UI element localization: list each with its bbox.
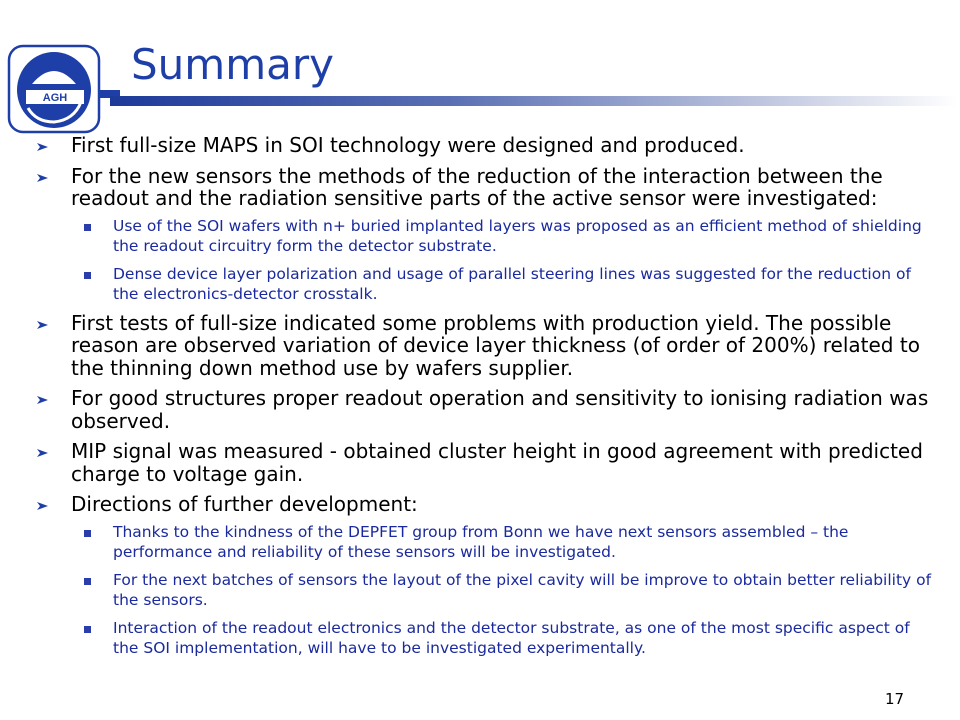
bullet-item	[36, 165, 936, 210]
bullet-text: MIP signal was measured - obtained cluster height in good agreement with predicted charge to voltage gain.	[71, 439, 923, 486]
square-bullet-icon	[84, 272, 91, 279]
arrow-bullet-icon	[36, 395, 50, 405]
agh-logo	[6, 44, 120, 134]
page-number: 17	[885, 690, 905, 708]
square-bullet-icon	[84, 626, 91, 633]
bullet-text: For good structures proper readout operation and sensitivity to ionising radiation was observed.	[71, 386, 929, 433]
logo-text: AGH	[42, 92, 68, 104]
bullet-item	[36, 493, 936, 516]
arrow-bullet-icon	[36, 320, 50, 330]
bullet-text: First full-size MAPS in SOI technology were designed and produced.	[71, 133, 745, 157]
sub-bullet-text: Use of the SOI wafers with n+ buried implanted layers was proposed as an efficient method of shielding the readout circuitry form the detector substrate.	[113, 216, 922, 255]
bullet-text: First tests of full-size indicated some problems with production yield. The possible reason are observed variation of device layer thickness (of order of 200%) related to the thinning down method use by wafers supplier.	[71, 310, 920, 380]
sub-bullet-item	[36, 522, 936, 562]
bullet-text: For the new sensors the methods of the reduction of the interaction between the readout and the radiation sensitive parts of the active sensor were investigated:	[71, 163, 883, 210]
bullet-item	[36, 440, 936, 485]
title-underline-bar	[110, 96, 958, 106]
sub-bullet-text: Interaction of the readout electronics and the detector substrate, as one of the most specific aspect of the SOI implementation, will have to be investigated experimentally.	[113, 618, 910, 657]
sub-bullet-list	[36, 522, 936, 658]
arrow-bullet-icon	[36, 501, 50, 511]
bullet-item	[36, 134, 936, 157]
square-bullet-icon	[84, 578, 91, 585]
bullet-list	[36, 134, 936, 666]
sub-bullet-text: Dense device layer polarization and usage of parallel steering lines was suggested for the reduction of the electronics-detector crosstalk.	[113, 264, 911, 303]
sub-bullet-text: For the next batches of sensors the layout of the pixel cavity will be improve to obtain better reliability of the sensors.	[113, 570, 932, 609]
sub-bullet-item	[36, 570, 936, 610]
sub-bullet-list	[36, 216, 936, 304]
sub-bullet-item	[36, 264, 936, 304]
sub-bullet-item	[36, 618, 936, 658]
slide-title: Summary	[131, 40, 334, 89]
sub-bullet-text: Thanks to the kindness of the DEPFET group from Bonn we have next sensors assembled – the performance and reliability of these sensors will be investigated.	[113, 522, 849, 561]
square-bullet-icon	[84, 530, 91, 537]
square-bullet-icon	[84, 224, 91, 231]
arrow-bullet-icon	[36, 173, 50, 183]
sub-bullet-item	[36, 216, 936, 256]
bullet-item	[36, 312, 936, 380]
bullet-item	[36, 387, 936, 432]
arrow-bullet-icon	[36, 448, 50, 458]
arrow-bullet-icon	[36, 142, 50, 152]
bullet-text: Directions of further development:	[71, 492, 418, 516]
